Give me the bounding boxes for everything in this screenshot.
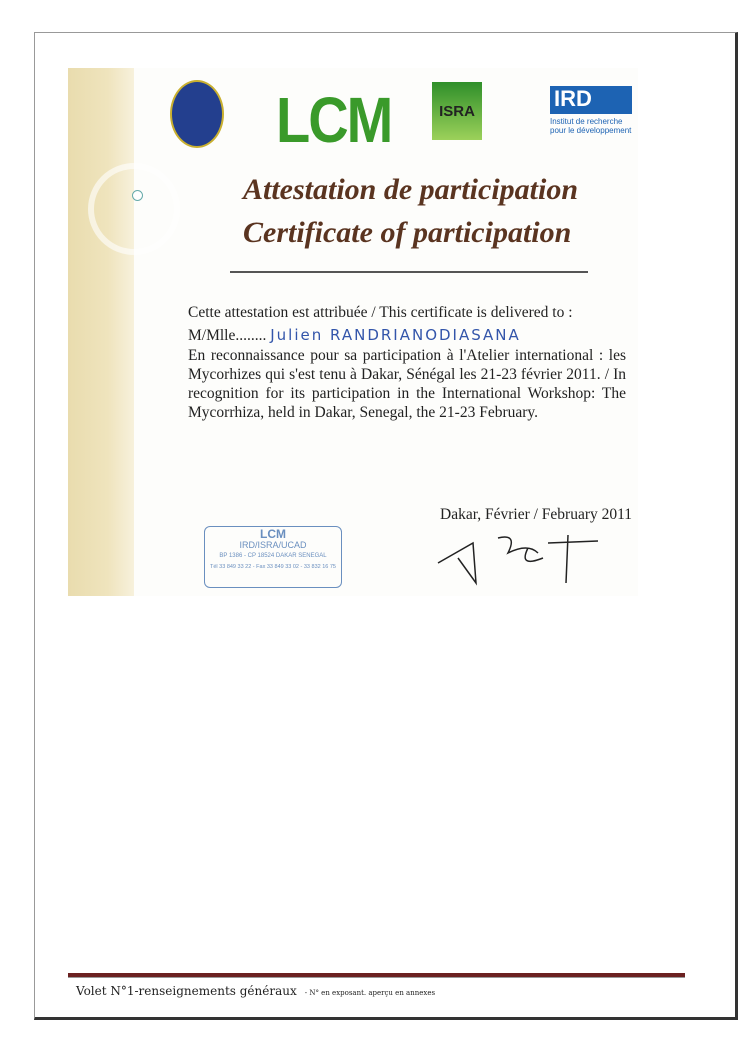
footer-note: - N° en exposant. aperçu en annexes (304, 989, 436, 997)
stamp-text: BP 1386 - CP 18524 DAKAR SENEGAL (219, 553, 327, 559)
footer-rule (68, 973, 685, 978)
isra-logo: ISRA (432, 82, 482, 140)
recipient-name: Julien RANDRIANODIASANA (270, 326, 521, 344)
title-french: Attestation de participation (243, 173, 579, 206)
decorative-strip (68, 68, 134, 596)
stamp-text: Tél 33 849 33 22 - Fax 33 849 33 02 - 33 832 16 75 (210, 564, 336, 570)
name-dots: ........ (235, 327, 267, 344)
title-divider (230, 271, 588, 273)
title-english: Certificate of participation (243, 216, 572, 249)
name-label: M/Mlle (188, 327, 236, 344)
ird-subtitle: Institut de recherche (550, 117, 623, 126)
recipient-line (188, 326, 521, 345)
stamp-text: LCM (260, 527, 286, 541)
certificate-image (68, 68, 638, 596)
lcm-logo: LCM (276, 83, 392, 156)
university-seal-logo (170, 80, 224, 148)
ird-subtitle: pour le développement (550, 126, 632, 135)
decorative-dot (132, 190, 143, 201)
lcm-stamp (204, 526, 342, 588)
ird-logo-text: IRD (550, 86, 632, 114)
signature-icon (428, 523, 598, 593)
place-date: Dakar, Février / February 2011 (440, 506, 633, 523)
delivered-to: Cette attestation est attribuée / This certificate is delivered to : (188, 304, 573, 321)
ird-logo (550, 86, 632, 135)
footer (76, 984, 435, 998)
stamp-text: IRD/ISRA/UCAD (239, 540, 307, 550)
recognition-text: En reconnaissance pour sa participation à l'Atelier international : les Mycorhizes qui s'est tenu à Dakar, Sénégal les 21-23 février 2011. / In recognition for its participation in the International Workshop: The Mycorrhiza, held in Dakar, Senegal, the 21-23 February. (188, 347, 626, 421)
footer-title: Volet N°1-renseignements généraux (76, 984, 297, 998)
